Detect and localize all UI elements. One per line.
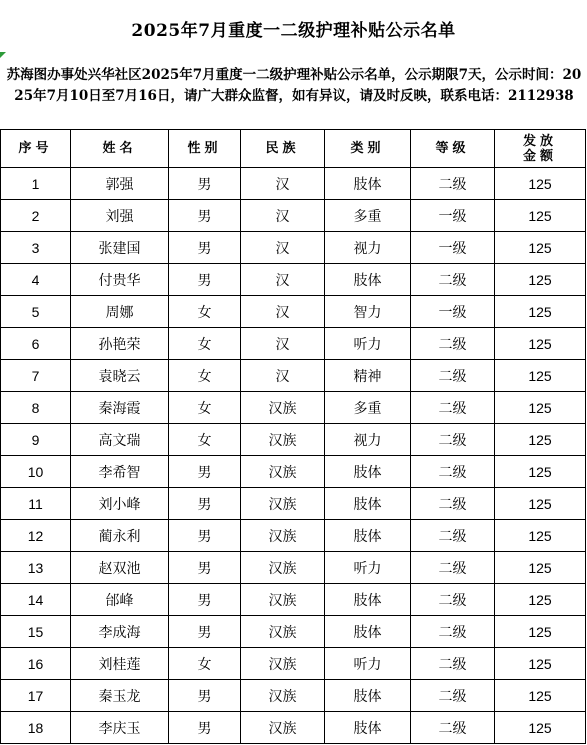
ethnicity-cell: 汉族 (241, 456, 325, 488)
gender-cell: 男 (169, 712, 241, 744)
amount-cell: 125 (495, 360, 586, 392)
ethnicity-cell: 汉 (241, 200, 325, 232)
amount-cell: 125 (495, 296, 586, 328)
seq-cell: 11 (1, 488, 71, 520)
header-row (1, 130, 586, 168)
category-cell: 精神 (325, 360, 411, 392)
seq-cell: 17 (1, 680, 71, 712)
name-cell: 蔺永利 (71, 520, 169, 552)
notice-text: 苏海图办事处兴华社区2025年7月重度一二级护理补贴公示名单，公示期限7天，公示时间：2025年7月10日至7月16日，请广大群众监督，如有异议，请及时反映，联系电话：2112938 (6, 67, 582, 104)
amount-cell: 125 (495, 232, 586, 264)
table-row (1, 456, 586, 488)
gender-cell: 男 (169, 264, 241, 296)
category-cell: 肢体 (325, 616, 411, 648)
seq-cell: 12 (1, 520, 71, 552)
name-cell: 邰峰 (71, 584, 169, 616)
ethnicity-cell: 汉族 (241, 392, 325, 424)
category-cell: 肢体 (325, 264, 411, 296)
name-cell: 李成海 (71, 616, 169, 648)
table-row (1, 584, 586, 616)
header-ethnicity: 民族 (241, 130, 325, 168)
seq-cell: 10 (1, 456, 71, 488)
table-row (1, 360, 586, 392)
gender-cell: 男 (169, 680, 241, 712)
grade-cell: 二级 (411, 648, 495, 680)
gender-cell: 女 (169, 424, 241, 456)
seq-cell: 8 (1, 392, 71, 424)
category-cell: 肢体 (325, 520, 411, 552)
name-cell: 刘小峰 (71, 488, 169, 520)
table-row (1, 168, 586, 200)
seq-cell: 1 (1, 168, 71, 200)
amount-cell: 125 (495, 712, 586, 744)
category-cell: 肢体 (325, 168, 411, 200)
table-row (1, 296, 586, 328)
table-row (1, 616, 586, 648)
name-cell: 李希智 (71, 456, 169, 488)
header-grade: 等级 (411, 130, 495, 168)
amount-cell: 125 (495, 264, 586, 296)
table-row (1, 328, 586, 360)
header-seq: 序号 (1, 130, 71, 168)
table-row (1, 520, 586, 552)
name-cell: 周娜 (71, 296, 169, 328)
grade-cell: 二级 (411, 456, 495, 488)
table-row (1, 392, 586, 424)
name-cell: 袁晓云 (71, 360, 169, 392)
table-row (1, 552, 586, 584)
grade-cell: 一级 (411, 296, 495, 328)
ethnicity-cell: 汉族 (241, 712, 325, 744)
category-cell: 视力 (325, 232, 411, 264)
gender-cell: 女 (169, 296, 241, 328)
table-row (1, 712, 586, 744)
gender-cell: 男 (169, 616, 241, 648)
category-cell: 肢体 (325, 584, 411, 616)
seq-cell: 16 (1, 648, 71, 680)
ethnicity-cell: 汉族 (241, 488, 325, 520)
gender-cell: 女 (169, 648, 241, 680)
table-row (1, 680, 586, 712)
amount-cell: 125 (495, 456, 586, 488)
name-cell: 秦海霞 (71, 392, 169, 424)
gender-cell: 男 (169, 520, 241, 552)
name-cell: 李庆玉 (71, 712, 169, 744)
roster-table (0, 129, 586, 744)
grade-cell: 二级 (411, 552, 495, 584)
header-name: 姓名 (71, 130, 169, 168)
ethnicity-cell: 汉族 (241, 680, 325, 712)
category-cell: 智力 (325, 296, 411, 328)
header-gender: 性别 (169, 130, 241, 168)
gender-cell: 女 (169, 392, 241, 424)
name-cell: 高文瑞 (71, 424, 169, 456)
ethnicity-cell: 汉 (241, 296, 325, 328)
grade-cell: 二级 (411, 616, 495, 648)
grade-cell: 二级 (411, 360, 495, 392)
name-cell: 孙艳荣 (71, 328, 169, 360)
seq-cell: 15 (1, 616, 71, 648)
seq-cell: 3 (1, 232, 71, 264)
name-cell: 郭强 (71, 168, 169, 200)
seq-cell: 14 (1, 584, 71, 616)
seq-cell: 2 (1, 200, 71, 232)
ethnicity-cell: 汉族 (241, 584, 325, 616)
grade-cell: 二级 (411, 712, 495, 744)
table-row (1, 488, 586, 520)
name-cell: 赵双池 (71, 552, 169, 584)
seq-cell: 6 (1, 328, 71, 360)
gender-cell: 女 (169, 360, 241, 392)
grade-cell: 二级 (411, 680, 495, 712)
ethnicity-cell: 汉族 (241, 552, 325, 584)
amount-cell: 125 (495, 200, 586, 232)
table-row (1, 264, 586, 296)
grade-cell: 二级 (411, 488, 495, 520)
page-title: 2025年7月重度一二级护理补贴公示名单 (131, 20, 456, 41)
category-cell: 听力 (325, 328, 411, 360)
seq-cell: 18 (1, 712, 71, 744)
category-cell: 肢体 (325, 488, 411, 520)
grade-cell: 一级 (411, 232, 495, 264)
name-cell: 刘桂莲 (71, 648, 169, 680)
ethnicity-cell: 汉族 (241, 520, 325, 552)
ethnicity-cell: 汉族 (241, 424, 325, 456)
seq-cell: 9 (1, 424, 71, 456)
amount-cell: 125 (495, 488, 586, 520)
ethnicity-cell: 汉 (241, 360, 325, 392)
seq-cell: 4 (1, 264, 71, 296)
category-cell: 多重 (325, 200, 411, 232)
gender-cell: 男 (169, 456, 241, 488)
name-cell: 付贵华 (71, 264, 169, 296)
amount-cell: 125 (495, 552, 586, 584)
ethnicity-cell: 汉 (241, 232, 325, 264)
grade-cell: 二级 (411, 392, 495, 424)
ethnicity-cell: 汉 (241, 328, 325, 360)
amount-cell: 125 (495, 616, 586, 648)
amount-cell: 125 (495, 168, 586, 200)
ethnicity-cell: 汉族 (241, 616, 325, 648)
name-cell: 刘强 (71, 200, 169, 232)
category-cell: 听力 (325, 552, 411, 584)
header-category: 类别 (325, 130, 411, 168)
grade-cell: 二级 (411, 264, 495, 296)
table-row (1, 232, 586, 264)
amount-cell: 125 (495, 584, 586, 616)
grade-cell: 二级 (411, 328, 495, 360)
cell-comment-marker (0, 52, 6, 58)
gender-cell: 男 (169, 488, 241, 520)
category-cell: 肢体 (325, 456, 411, 488)
category-cell: 视力 (325, 424, 411, 456)
amount-cell: 125 (495, 520, 586, 552)
gender-cell: 男 (169, 552, 241, 584)
name-cell: 张建国 (71, 232, 169, 264)
name-cell: 秦玉龙 (71, 680, 169, 712)
grade-cell: 一级 (411, 200, 495, 232)
amount-cell: 125 (495, 424, 586, 456)
ethnicity-cell: 汉族 (241, 648, 325, 680)
amount-cell: 125 (495, 648, 586, 680)
grade-cell: 二级 (411, 424, 495, 456)
gender-cell: 女 (169, 328, 241, 360)
category-cell: 听力 (325, 648, 411, 680)
grade-cell: 二级 (411, 168, 495, 200)
amount-cell: 125 (495, 328, 586, 360)
gender-cell: 男 (169, 200, 241, 232)
ethnicity-cell: 汉 (241, 264, 325, 296)
seq-cell: 5 (1, 296, 71, 328)
ethnicity-cell: 汉 (241, 168, 325, 200)
header-amount: 发放 金额 (495, 130, 586, 168)
table-row (1, 424, 586, 456)
gender-cell: 男 (169, 168, 241, 200)
category-cell: 肢体 (325, 712, 411, 744)
table-row (1, 200, 586, 232)
gender-cell: 男 (169, 584, 241, 616)
grade-cell: 二级 (411, 520, 495, 552)
gender-cell: 男 (169, 232, 241, 264)
grade-cell: 二级 (411, 584, 495, 616)
amount-cell: 125 (495, 392, 586, 424)
table-row (1, 648, 586, 680)
seq-cell: 13 (1, 552, 71, 584)
category-cell: 多重 (325, 392, 411, 424)
seq-cell: 7 (1, 360, 71, 392)
category-cell: 肢体 (325, 680, 411, 712)
amount-cell: 125 (495, 680, 586, 712)
